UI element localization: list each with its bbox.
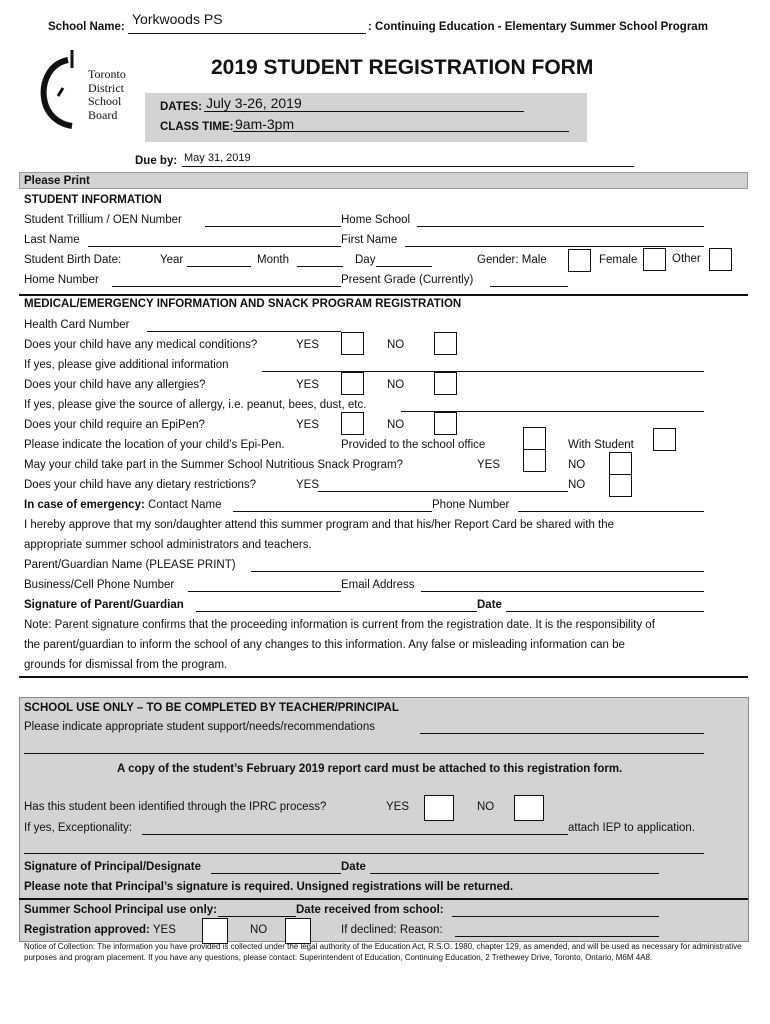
approval-text-2: appropriate summer school administrators and teachers. [24, 539, 312, 551]
first-name-label: First Name [341, 234, 398, 246]
student-info-heading: STUDENT INFORMATION [24, 194, 162, 206]
medical-heading: MEDICAL/EMERGENCY INFORMATION AND SNACK PROGRAM REGISTRATION [24, 298, 462, 310]
additional-info-label: If yes, please give additional information [24, 359, 229, 371]
birth-year-field[interactable] [187, 266, 251, 267]
iprc-yes-checkbox[interactable] [424, 795, 454, 821]
dietary-yes-label: YES [296, 479, 320, 491]
dates-value[interactable]: July 3-26, 2019 [206, 95, 302, 111]
birth-day-label: Day [355, 254, 376, 266]
iprc-no-label: NO [477, 801, 495, 813]
guardian-signature-field[interactable] [196, 611, 477, 612]
provided-office-checkbox[interactable] [523, 427, 546, 450]
approval-text-1: I hereby approve that my son/daughter attend this summer program and that his/her Report Card be shared with the [24, 519, 615, 531]
oen-field[interactable] [205, 226, 341, 227]
additional-info-field[interactable] [262, 371, 704, 372]
epipen-location-label: Please indicate the location of your child’s Epi-Pen. [24, 439, 285, 451]
principal-signature-note: Please note that Principal’s signature is required. Unsigned registrations will be returned. [24, 881, 514, 893]
declined-reason-field[interactable] [455, 936, 659, 937]
conditions-yes-label: YES [296, 339, 320, 351]
phone-number-label: Phone Number [432, 499, 510, 511]
gender-other-label: Other [672, 253, 701, 265]
health-card-field[interactable] [147, 331, 341, 332]
birth-month-field[interactable] [297, 266, 343, 267]
guardian-date-field[interactable] [506, 611, 704, 612]
approved-yes-label: YES [152, 924, 176, 936]
dates-line [204, 111, 524, 112]
oen-label: Student Trillium / OEN Number [24, 214, 182, 226]
last-name-label: Last Name [24, 234, 80, 246]
phone-number-field[interactable] [518, 511, 704, 512]
gender-female-checkbox[interactable] [643, 248, 666, 271]
class-time-value[interactable]: 9am-3pm [235, 116, 295, 132]
home-number-field[interactable] [112, 286, 341, 287]
emergency-label: In case of emergency: [24, 499, 145, 511]
with-student-label: With Student [568, 439, 634, 451]
registration-approved-row [24, 923, 176, 937]
logo-line-1: Toronto [88, 67, 126, 81]
allergy-source-label: If yes, please give the source of allergy, i.e. peanut, bees, dust, etc. [24, 399, 367, 411]
snack-yes-checkbox[interactable] [523, 449, 546, 472]
principal-signature-field[interactable] [211, 873, 341, 874]
birth-day-field[interactable] [376, 266, 432, 267]
gender-female-label: Female [599, 254, 638, 266]
collection-notice: Notice of Collection: The information you have provided is collected under the legal authority of the Education Act, R.S.O. 1980, chapter 129, as amended, and will be used as necessary for administrative purposes and program placement. If you have any questions, please contact: Superintendent of Education, Continuing Education, 2 Trethewey Drive, Toronto, Ontario, M6M 4A8. [24, 942, 742, 962]
allergies-no-label: NO [387, 379, 405, 391]
please-print: Please Print [24, 175, 90, 187]
dietary-no-checkbox[interactable] [609, 474, 632, 497]
dietary-question: Does your child have any dietary restrictions? [24, 479, 257, 491]
please-print-band [19, 172, 748, 189]
section-divider [19, 294, 748, 296]
form-title: 2019 STUDENT REGISTRATION FORM [211, 56, 594, 79]
birth-year-label: Year [160, 254, 184, 266]
snack-question: May your child take part in the Summer School Nutritious Snack Program? [24, 459, 404, 471]
conditions-yes-checkbox[interactable] [341, 332, 364, 355]
program-title: : Continuing Education - Elementary Summer School Program [368, 21, 708, 33]
epipen-question: Does your child require an EpiPen? [24, 419, 205, 431]
support-label: Please indicate appropriate student support/needs/recommendations [24, 721, 375, 733]
conditions-no-label: NO [387, 339, 405, 351]
principal-use-label: Summer School Principal use only: [24, 904, 217, 916]
report-card-note: A copy of the student’s February 2019 report card must be attached to this registration form. [117, 763, 623, 775]
school-name-label: School Name: [48, 21, 125, 33]
guardian-signature-label: Signature of Parent/Guardian [24, 599, 184, 611]
attach-iep-label: attach IEP to application. [568, 822, 696, 834]
school-name-line [128, 33, 366, 34]
dietary-no-label: NO [568, 479, 586, 491]
section-divider [19, 898, 748, 900]
home-number-label: Home Number [24, 274, 99, 286]
guardian-date-label: Date [477, 599, 502, 611]
class-time-line [233, 131, 569, 132]
last-name-field[interactable] [88, 246, 341, 247]
with-student-checkbox[interactable] [653, 428, 676, 451]
note-line-2: the parent/guardian to inform the school of any changes to this information. Any false or misleading information can be [24, 639, 625, 651]
support-field-2[interactable] [24, 753, 704, 754]
present-grade-field[interactable] [490, 286, 568, 287]
guardian-name-field[interactable] [251, 571, 704, 572]
exceptionality-field-2[interactable] [24, 853, 704, 854]
iprc-no-checkbox[interactable] [514, 795, 544, 821]
conditions-no-checkbox[interactable] [434, 332, 457, 355]
provided-office-label: Provided to the school office [341, 439, 486, 451]
allergies-yes-checkbox[interactable] [341, 372, 364, 395]
allergies-no-checkbox[interactable] [434, 372, 457, 395]
present-grade-label: Present Grade (Currently) [341, 274, 474, 286]
guardian-name-label: Parent/Guardian Name (PLEASE PRINT) [24, 559, 236, 571]
date-received-label: Date received from school: [296, 904, 444, 916]
due-by-label: Due by: [135, 155, 178, 167]
allergies-question: Does your child have any allergies? [24, 379, 206, 391]
dietary-field[interactable] [318, 491, 568, 492]
epipen-no-checkbox[interactable] [434, 412, 457, 435]
principal-date-field[interactable] [370, 873, 659, 874]
allergies-yes-label: YES [296, 379, 320, 391]
exceptionality-label: If yes, Exceptionality: [24, 822, 133, 834]
gender-other-checkbox[interactable] [709, 248, 732, 271]
iprc-question: Has this student been identified through the IPRC process? [24, 801, 327, 813]
support-field[interactable] [420, 733, 704, 734]
health-card-label: Health Card Number [24, 319, 130, 331]
business-phone-label: Business/Cell Phone Number [24, 579, 175, 591]
exceptionality-field[interactable] [142, 834, 568, 835]
principal-date-label: Date [341, 861, 366, 873]
logo-line-2: District [88, 80, 124, 95]
due-by-line [182, 166, 634, 167]
home-school-field[interactable] [417, 226, 704, 227]
approved-no-label: NO [250, 924, 268, 936]
note-line-3: grounds for dismissal from the program. [24, 659, 228, 671]
dates-label: DATES: [160, 101, 202, 113]
birth-date-label: Student Birth Date: [24, 254, 122, 266]
snack-no-label: NO [568, 459, 586, 471]
due-by-value[interactable]: May 31, 2019 [184, 152, 251, 164]
epipen-yes-label: YES [296, 419, 320, 431]
contact-name-label: Contact Name [148, 499, 222, 511]
date-received-field[interactable] [452, 916, 659, 917]
logo-line-4: Board [88, 107, 118, 122]
contact-name-field[interactable] [233, 511, 432, 512]
tdsb-logo [38, 46, 138, 132]
note-line-1: Note: Parent signature confirms that the proceeding information is current from the registration date. It is the responsibility of [24, 619, 655, 631]
school-use-heading: SCHOOL USE ONLY – TO BE COMPLETED BY TEACHER/PRINCIPAL [24, 702, 399, 714]
business-phone-field[interactable] [188, 591, 341, 592]
conditions-question: Does your child have any medical conditions? [24, 339, 258, 351]
snack-no-checkbox[interactable] [609, 452, 632, 475]
class-time-label: CLASS TIME: [160, 121, 234, 133]
section-divider [19, 676, 748, 678]
email-label: Email Address [341, 579, 415, 591]
gender-label: Gender: Male [477, 254, 547, 266]
principal-use-field[interactable] [218, 916, 296, 917]
school-name-value[interactable]: Yorkwoods PS [132, 11, 223, 27]
snack-yes-label: YES [477, 459, 501, 471]
registration-approved-label: Registration approved: [24, 924, 150, 936]
home-school-label: Home School [341, 214, 411, 226]
birth-month-label: Month [257, 254, 289, 266]
epipen-no-label: NO [387, 419, 405, 431]
first-name-field[interactable] [405, 246, 704, 247]
epipen-yes-checkbox[interactable] [341, 412, 364, 435]
email-field[interactable] [421, 591, 704, 592]
gender-male-checkbox[interactable] [568, 249, 591, 272]
emergency-row [24, 498, 222, 512]
declined-reason-label: If declined: Reason: [341, 924, 443, 936]
logo-line-3: School [88, 94, 122, 108]
iprc-yes-label: YES [386, 801, 410, 813]
principal-signature-label: Signature of Principal/Designate [24, 861, 202, 873]
